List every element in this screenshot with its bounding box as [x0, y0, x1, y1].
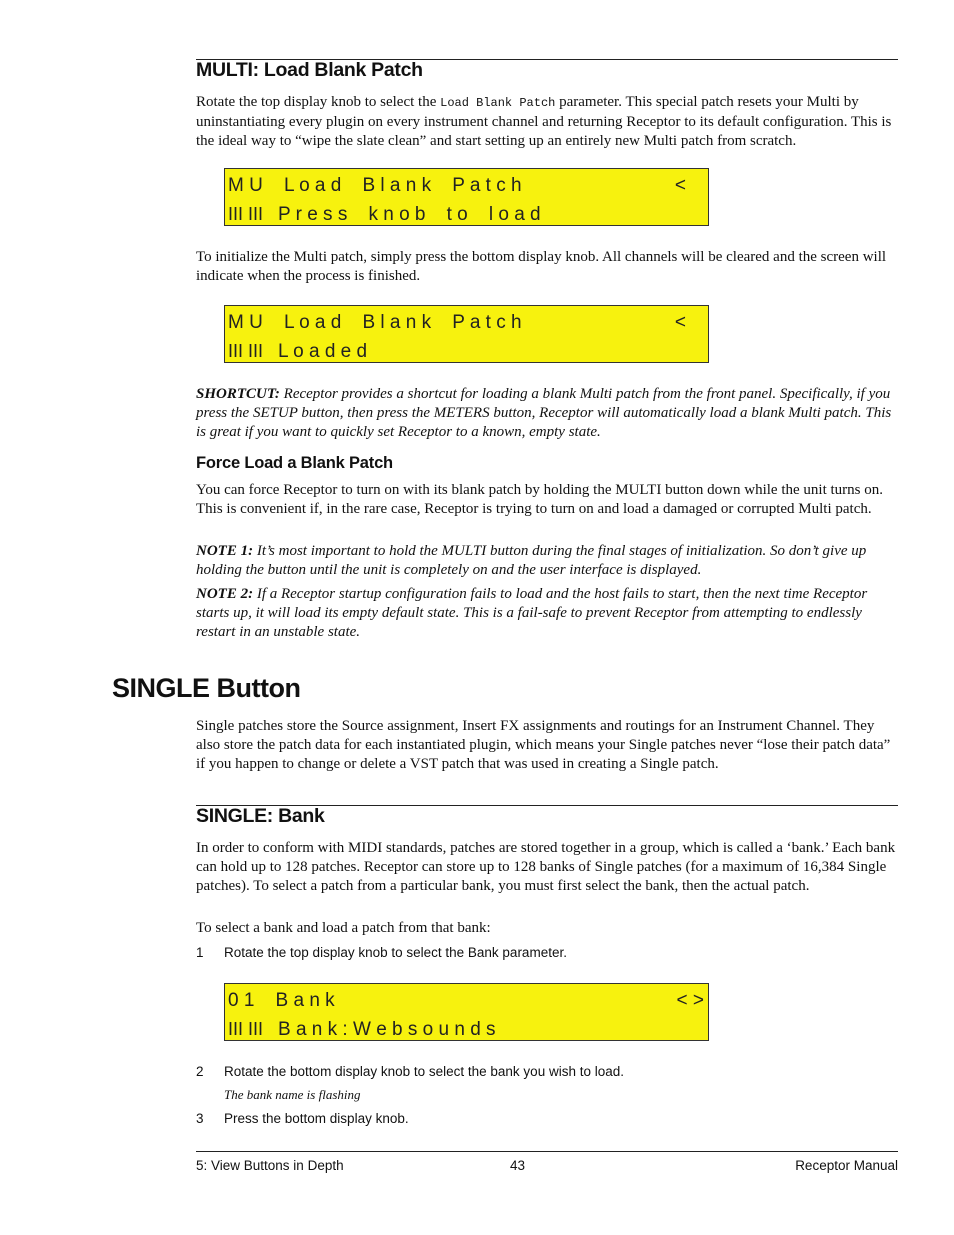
lcd-bars-glyph: III III — [228, 204, 264, 224]
lcd-arrow-indicator: < — [674, 175, 686, 196]
step-1-text: Rotate the top display knob to select the Bank parameter. — [224, 945, 567, 960]
footer-rule — [196, 1151, 898, 1152]
step-2-text: Rotate the bottom display knob to select the bank you wish to load. — [224, 1064, 624, 1079]
initialize-paragraph: To initialize the Multi patch, simply press the bottom display knob. All channels will be cleared and the screen will indicate when the process is finished. — [196, 249, 887, 284]
intro-text-before: Rotate the top display knob to select the — [196, 94, 441, 110]
lcd-line-2-text: B a n k : W e b s o u n d s — [278, 1019, 496, 1040]
lcd-line-1: M U L o a d B l a n k P a t c h — [228, 312, 522, 333]
bank-instruction: To select a bank and load a patch from that bank: — [196, 920, 491, 936]
note-2-paragraph — [196, 585, 898, 642]
footer-chapter: 5: View Buttons in Depth — [196, 1158, 344, 1173]
shortcut-paragraph — [196, 385, 898, 442]
shortcut-text: Receptor provides a shortcut for loading a blank Multi patch from the front panel. Specifically, if you press the SETUP button, then press the METERS button, Receptor will automatically load a blank Multi patch. This is great if you want to quickly set Receptor to a known, empty state. — [196, 386, 892, 440]
shortcut-label: SHORTCUT: — [196, 386, 280, 402]
lcd-bars-glyph: III III — [228, 341, 264, 361]
chapter-heading-single-button: SINGLE Button — [112, 673, 301, 703]
lcd-line-1: M U L o a d B l a n k P a t c h — [228, 175, 522, 196]
note-2-label: NOTE 2: — [196, 586, 254, 602]
intro-paragraph — [196, 93, 898, 151]
lcd-bars-glyph: III III — [228, 1019, 264, 1039]
lcd-arrow-indicator: < > — [676, 990, 704, 1011]
footer-page-number: 43 — [510, 1158, 526, 1173]
subheading-force-load: Force Load a Blank Patch — [196, 454, 393, 472]
lcd-display-press-knob — [224, 168, 709, 226]
lcd-line-1: 0 1 B a n k — [228, 990, 335, 1011]
bank-paragraph: In order to conform with MIDI standards, patches are stored together in a group, which is called a ‘bank.’ Each bank can hold up to 128 patches. Receptor can store up to 128 banks of Single patches (for a maximum of 16,384 Single patches). To select a patch from a particular bank, you must first select the bank, then the actual patch. — [196, 840, 896, 894]
note-1-paragraph — [196, 542, 898, 580]
parameter-name: Load Blank Patch — [440, 96, 556, 110]
section-heading-single-bank: SINGLE: Bank — [196, 805, 325, 827]
lcd-line-2 — [228, 203, 541, 225]
note-1-label: NOTE 1: — [196, 543, 254, 559]
lcd-line-2-text: L o a d e d — [278, 341, 368, 362]
lcd-display-loaded — [224, 305, 709, 363]
force-load-paragraph: You can force Receptor to turn on with its blank patch by holding the MULTI button down while the unit turns on. This is convenient if, in the rare case, Receptor is trying to turn on and load a damaged or corrupted Multi patch. — [196, 482, 883, 517]
section-heading-load-blank-patch: MULTI: Load Blank Patch — [196, 59, 423, 81]
lcd-display-bank — [224, 983, 709, 1041]
lcd-line-2 — [228, 1018, 496, 1040]
step-2-note: The bank name is flashing — [224, 1087, 361, 1102]
intro-text-after: parameter. This special patch resets your Multi by uninstantiating every plugin on every instrument channel and returning Receptor to its default configuration. This is the ideal way to “wipe the slate clean” and start setting up an entirely new Multi patch from scratch. — [196, 94, 892, 149]
step-1-number: 1 — [196, 945, 204, 960]
step-3-number: 3 — [196, 1111, 204, 1126]
note-1-text: It’s most important to hold the MULTI button during the final stages of initialization. So don’t give up holding the button until the unit is completely on and the user interface is displayed. — [196, 543, 867, 578]
single-button-paragraph: Single patches store the Source assignment, Insert FX assignments and routings for an Instrument Channel. They also store the patch data for each instantiated plugin, which means your Single patches never “lose their patch data” if you happen to change or delete a VST patch that was used in creating a Single patch. — [196, 718, 891, 772]
lcd-arrow-indicator: < — [674, 312, 686, 333]
footer-manual-title: Receptor Manual — [795, 1158, 898, 1173]
lcd-line-2-text: P r e s s k n o b t o l o a d — [278, 204, 541, 225]
step-3-text: Press the bottom display knob. — [224, 1111, 409, 1126]
step-2-number: 2 — [196, 1064, 204, 1079]
note-2-text: If a Receptor startup configuration fails to load and the host fails to start, then the next time Receptor starts up, it will load its empty default state. This is a fail-safe to prevent Receptor from attempting to endlessly restart in an unstable state. — [196, 586, 868, 640]
lcd-line-2 — [228, 340, 367, 362]
